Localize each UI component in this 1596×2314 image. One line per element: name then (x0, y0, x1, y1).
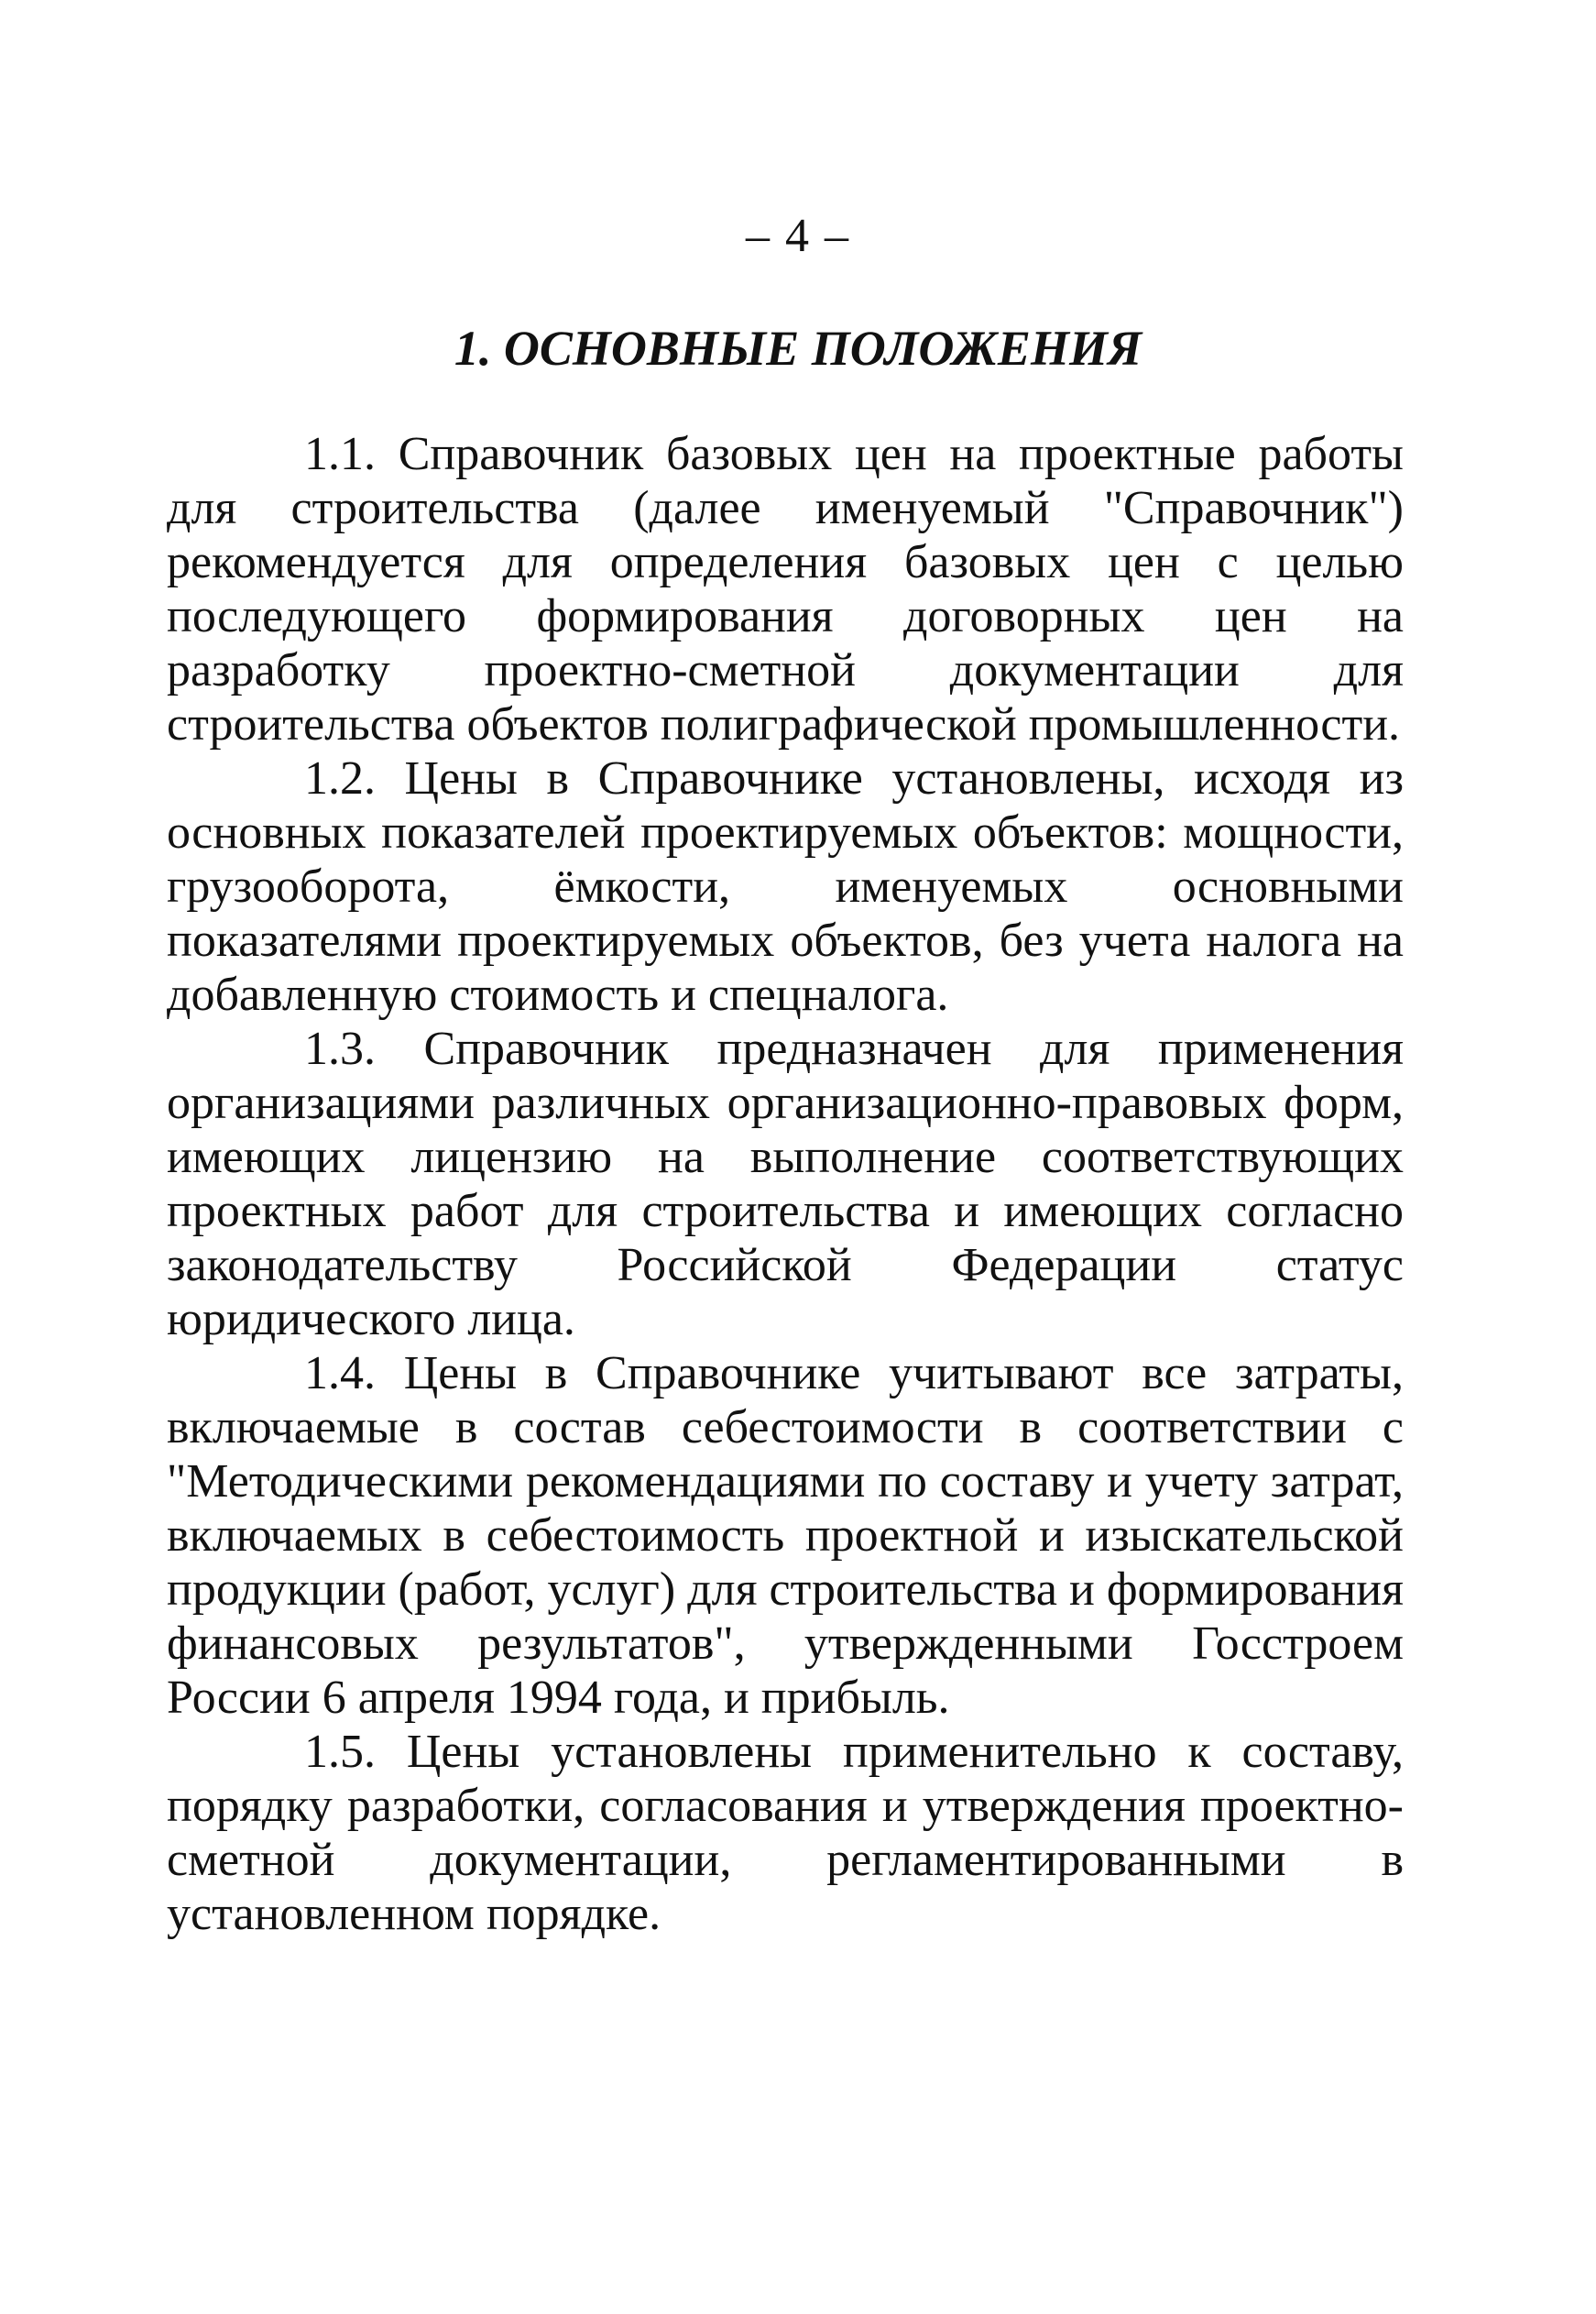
section-title: 1. ОСНОВНЫЕ ПОЛОЖЕНИЯ (454, 321, 1142, 376)
paragraph-1-4: 1.4. Цены в Справочнике учитывают все затраты, включаемые в состав себестоимости в соответствии с "Методическими рекомендациями по составу и учету затрат, включаемых в себестоимость проектной и изыскательской продукции (работ, услуг) для строительства и формирования финансовых результатов", утвержденными Госстроем России 6 апреля 1994 года, и прибыль. (167, 1347, 1404, 1724)
body-text (167, 427, 1404, 1941)
page-number: – 4 – (746, 210, 850, 262)
paragraph-1-2: 1.2. Цены в Справочнике установлены, исходя из основных показателей проектируемых объектов: мощности, грузооборота, ёмкости, именуемых основными показателями проектируемых объектов, без учета налога на добавленную стоимость и спецналога. (167, 752, 1404, 1021)
paragraph-1-5: 1.5. Цены установлены применительно к составу, порядку разработки, согласования и утверждения проектно-сметной документации, регламентированными в установленном порядке. (167, 1726, 1404, 1940)
paragraph-1-3: 1.3. Справочник предназначен для применения организациями различных организационно-правовых форм, имеющих лицензию на выполнение соответствующих проектных работ для строительства и имеющих согласно законодательству Российской Федерации статус юридического лица. (167, 1023, 1404, 1345)
paragraph-1-1: 1.1. Справочник базовых цен на проектные работы для строительства (далее именуемый "Справочник") рекомендуется для определения базовых цен с целью последующего формирования договорных цен на разработку проектно-сметной документации для строительства объектов полиграфической промышленности. (167, 428, 1404, 751)
